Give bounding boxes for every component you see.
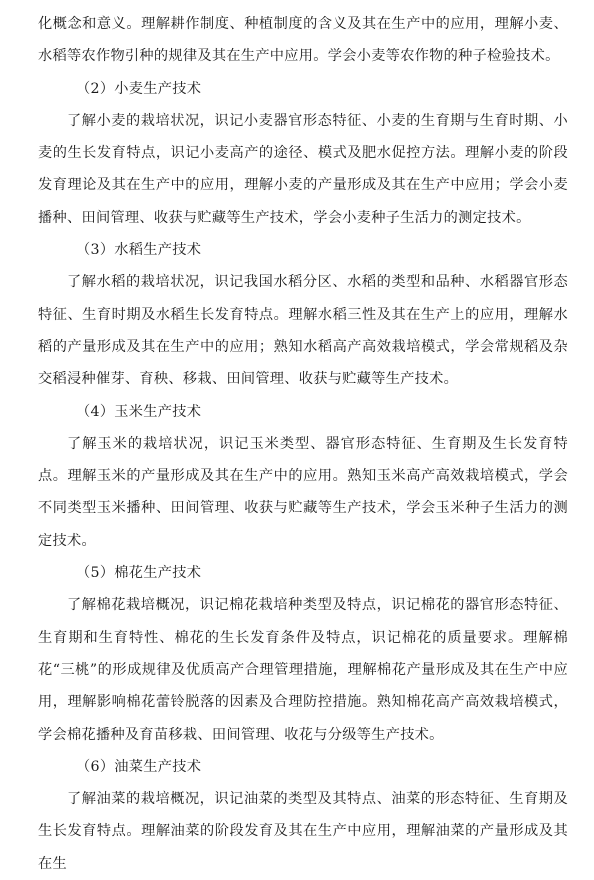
section-heading-rice: （3）水稻生产技术 xyxy=(76,242,202,259)
paragraph-wheat: 了解小麦的栽培状况，识记小麦器官形态特征、小麦的生育期与生育时期、小麦的生长发育特点，识记小麦高产的途径、模式及肥水促控方法。理解小麦的阶段发育理论及其在生产中的应用，理解小麦的产量形成及其在生产中应用；学会小麦播种、田间管理、收获与贮藏等生产技术，学会小麦种子生活力的测定技术。 xyxy=(38,112,568,226)
paragraph-cotton: 了解棉花栽培概况，识记棉花栽培种类型及特点，识记棉花的器官形态特征、生育期和生育特性、棉花的生长发育条件及特点，识记棉花的质量要求。理解棉花“三桃”的形成规律及优质高产合理管理措施，理解棉花产量形成及其在生产中应用，理解影响棉花蕾铃脱落的因素及合理防控措施。熟知棉花高产高效栽培模式，学会棉花播种及育苗移栽、田间管理、收花与分级等生产技术。 xyxy=(38,597,568,743)
section-heading-rapeseed: （6）油菜生产技术 xyxy=(76,758,202,775)
paragraph-rapeseed: 了解油菜的栽培概况，识记油菜的类型及其特点、油菜的形态特征、生育期及生长发育特点。理解油菜的阶段发育及其在生产中应用，理解油菜的产量形成及其在生 xyxy=(38,791,568,872)
section-heading-wheat: （2）小麦生产技术 xyxy=(76,80,202,97)
paragraph-intro-continued: 化概念和意义。理解耕作制度、种植制度的含义及其在生产中的应用，理解小麦、水稻等农作物引种的规律及其在生产中应用。学会小麦等农作物的种子检验技术。 xyxy=(38,16,568,65)
paragraph-corn: 了解玉米的栽培状况，识记玉米类型、器官形态特征、生育期及生长发育特点。理解玉米的产量形成及其在生产中的应用。熟知玉米高产高效栽培模式，学会不同类型玉米播种、田间管理、收获与贮藏等生产技术，学会玉米种子生活力的测定技术。 xyxy=(38,435,568,549)
section-heading-corn: （4）玉米生产技术 xyxy=(76,403,202,420)
paragraph-rice: 了解水稻的栽培状况，识记我国水稻分区、水稻的类型和品种、水稻器官形态特征、生育时期及水稻生长发育特点。理解水稻三性及其在生产上的应用，理解水稻的产量形成及其在生产中的应用；熟知水稻高产高效栽培模式，学会常规稻及杂交稻浸种催芽、育秧、移栽、田间管理、收获与贮藏等生产技术。 xyxy=(38,274,568,388)
section-heading-cotton: （5）棉花生产技术 xyxy=(76,565,202,582)
